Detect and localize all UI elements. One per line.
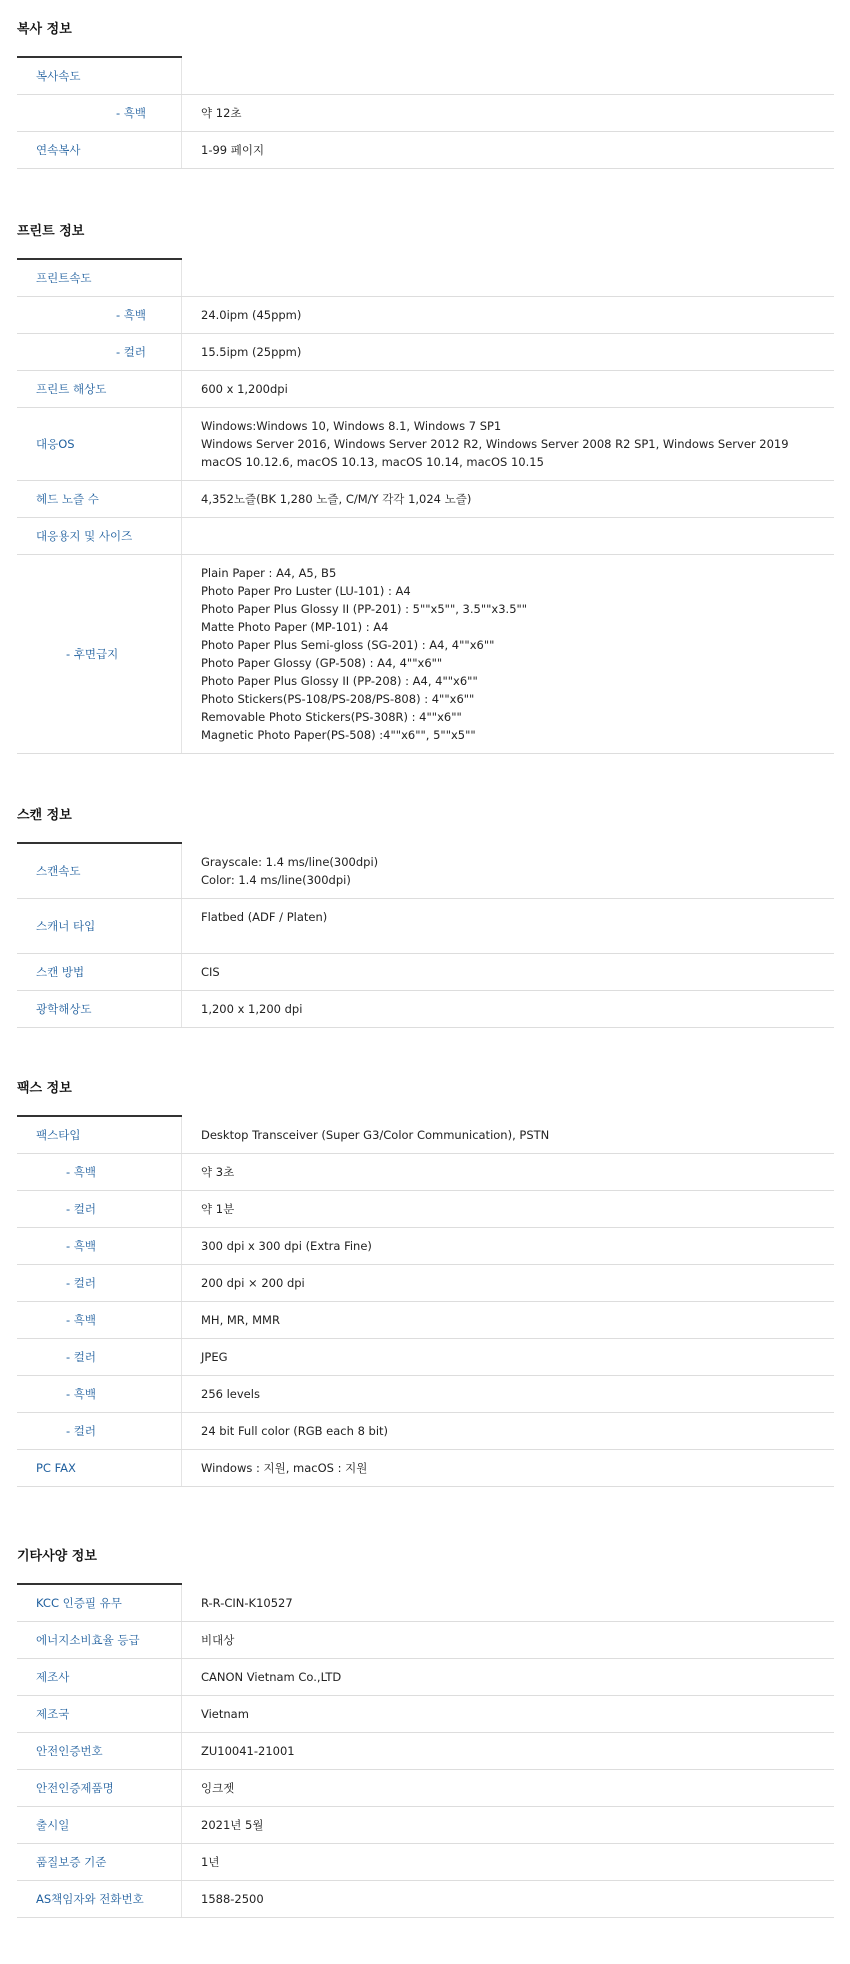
row-label: - 흑백 xyxy=(66,1387,97,1401)
value-line: JPEG xyxy=(201,1350,228,1364)
column-divider xyxy=(181,844,182,898)
row-label: - 후면급지 xyxy=(66,647,119,661)
column-divider xyxy=(181,1622,182,1658)
column-divider xyxy=(181,555,182,753)
row-value xyxy=(201,1191,826,1227)
row-value xyxy=(201,1733,826,1769)
column-divider xyxy=(181,1733,182,1769)
column-divider xyxy=(181,1228,182,1264)
row-label: 안전인증번호 xyxy=(36,1744,103,1758)
column-divider xyxy=(181,481,182,517)
column-divider xyxy=(181,1659,182,1695)
row-label: - 컬러 xyxy=(66,1276,97,1290)
table-row xyxy=(17,408,834,481)
value-line: Grayscale: 1.4 ms/line(300dpi) xyxy=(201,855,379,869)
row-value xyxy=(201,1117,826,1153)
section-title: 복사 정보 xyxy=(17,22,72,37)
column-divider xyxy=(181,518,182,554)
column-divider xyxy=(181,1450,182,1486)
value-line: Plain Paper : A4, A5, B5 xyxy=(201,566,337,580)
table-row xyxy=(17,954,834,991)
value-line: 256 levels xyxy=(201,1387,260,1401)
value-line: ZU10041-21001 xyxy=(201,1744,295,1758)
row-label: KCC 인증필 유무 xyxy=(36,1596,122,1610)
row-value xyxy=(201,1376,826,1412)
row-value xyxy=(201,132,826,168)
row-label: - 흑백 xyxy=(66,1165,97,1179)
row-label: 프린트 해상도 xyxy=(36,382,107,396)
value-line: 1588-2500 xyxy=(201,1892,264,1906)
value-line: 24.0ipm (45ppm) xyxy=(201,308,302,322)
row-value xyxy=(201,334,826,370)
column-divider xyxy=(181,954,182,990)
value-line: Photo Paper Plus Glossy II (PP-201) : 5""x5"", 3.5""x3.5"" xyxy=(201,602,528,616)
value-line: 약 3초 xyxy=(201,1165,235,1179)
value-line: Photo Paper Pro Luster (LU-101) : A4 xyxy=(201,584,411,598)
value-line: 약 12초 xyxy=(201,106,242,120)
row-value xyxy=(201,58,826,94)
row-value xyxy=(201,1302,826,1338)
value-line: Vietnam xyxy=(201,1707,249,1721)
row-value xyxy=(201,1228,826,1264)
row-label: 안전인증제품명 xyxy=(36,1781,114,1795)
row-value xyxy=(201,1770,826,1806)
table-row xyxy=(17,1733,834,1770)
table-row xyxy=(17,1450,834,1487)
row-value xyxy=(201,1881,826,1917)
table-row xyxy=(17,1117,834,1154)
row-label: 스캔속도 xyxy=(36,864,81,878)
table-row xyxy=(17,1302,834,1339)
row-value xyxy=(201,954,826,990)
column-divider xyxy=(181,132,182,168)
table-row xyxy=(17,95,834,132)
table-row xyxy=(17,132,834,169)
value-line: Windows Server 2016, Windows Server 2012 R2, Windows Server 2008 R2 SP1, Windows Server 2019 xyxy=(201,437,789,451)
table-row xyxy=(17,1585,834,1622)
column-divider xyxy=(181,1302,182,1338)
value-line: 300 dpi x 300 dpi (Extra Fine) xyxy=(201,1239,372,1253)
row-value xyxy=(201,1622,826,1658)
value-line: 1-99 페이지 xyxy=(201,143,265,157)
row-label: 출시일 xyxy=(36,1818,70,1832)
value-line: Photo Paper Plus Glossy II (PP-208) : A4, 4""x6"" xyxy=(201,674,478,688)
table-row xyxy=(17,1228,834,1265)
row-label: 복사속도 xyxy=(36,69,81,83)
column-divider xyxy=(181,297,182,333)
table-row xyxy=(17,1376,834,1413)
row-value xyxy=(201,1844,826,1880)
column-divider xyxy=(181,1413,182,1449)
row-label: - 컬러 xyxy=(66,1202,97,1216)
row-value xyxy=(201,260,826,296)
value-line: 15.5ipm (25ppm) xyxy=(201,345,302,359)
value-line: Photo Stickers(PS-108/PS-208/PS-808) : 4""x6"" xyxy=(201,692,475,706)
table-row xyxy=(17,899,834,954)
value-line: Flatbed (ADF / Platen) xyxy=(201,910,328,924)
column-divider xyxy=(181,1376,182,1412)
row-label: PC FAX xyxy=(36,1461,76,1475)
table-row xyxy=(17,555,834,754)
table-row xyxy=(17,1622,834,1659)
table-row xyxy=(17,844,834,899)
value-line: 2021년 5월 xyxy=(201,1818,264,1832)
row-label: 헤드 노즐 수 xyxy=(36,492,99,506)
table-row xyxy=(17,1154,834,1191)
column-divider xyxy=(181,1339,182,1375)
column-divider xyxy=(181,1191,182,1227)
row-label: 제조국 xyxy=(36,1707,70,1721)
value-line: 잉크젯 xyxy=(201,1781,235,1795)
value-line: macOS 10.12.6, macOS 10.13, macOS 10.14, macOS 10.15 xyxy=(201,455,544,469)
row-value xyxy=(201,1585,826,1621)
row-label: - 흑백 xyxy=(66,1313,97,1327)
row-label: 스캐너 타입 xyxy=(36,919,96,933)
table-row xyxy=(17,991,834,1028)
row-label: 광학해상도 xyxy=(36,1002,92,1016)
value-line: 비대상 xyxy=(201,1633,235,1647)
table-row xyxy=(17,1844,834,1881)
value-line: R-R-CIN-K10527 xyxy=(201,1596,293,1610)
row-label: 프린트속도 xyxy=(36,271,92,285)
section-title: 스캔 정보 xyxy=(17,808,72,823)
value-line: Matte Photo Paper (MP-101) : A4 xyxy=(201,620,389,634)
column-divider xyxy=(181,899,182,953)
row-label: 제조사 xyxy=(36,1670,70,1684)
column-divider xyxy=(181,1770,182,1806)
value-line: 1,200 x 1,200 dpi xyxy=(201,1002,303,1016)
column-divider xyxy=(181,1881,182,1917)
row-label: 대응OS xyxy=(36,437,75,451)
table-row xyxy=(17,1191,834,1228)
row-label: 연속복사 xyxy=(36,143,81,157)
row-value xyxy=(201,518,826,554)
column-divider xyxy=(181,371,182,407)
row-value xyxy=(201,1339,826,1375)
value-line: CANON Vietnam Co.,LTD xyxy=(201,1670,342,1684)
row-label: - 흑백 xyxy=(116,106,147,120)
row-label: AS책임자와 전화번호 xyxy=(36,1892,144,1906)
column-divider xyxy=(181,334,182,370)
row-label: 대응용지 및 사이즈 xyxy=(36,529,133,543)
row-label: - 흑백 xyxy=(66,1239,97,1253)
column-divider xyxy=(181,260,182,296)
value-line: MH, MR, MMR xyxy=(201,1313,280,1327)
value-line: 600 x 1,200dpi xyxy=(201,382,288,396)
row-value xyxy=(201,1413,826,1449)
row-label: 품질보증 기준 xyxy=(36,1855,107,1869)
value-line: Windows : 지원, macOS : 지원 xyxy=(201,1461,368,1475)
table-row xyxy=(17,58,834,95)
row-value xyxy=(201,1265,826,1301)
column-divider xyxy=(181,1696,182,1732)
column-divider xyxy=(181,95,182,131)
table-row xyxy=(17,481,834,518)
table-row xyxy=(17,1339,834,1376)
value-line: Magnetic Photo Paper(PS-508) :4""x6"", 5""x5"" xyxy=(201,728,476,742)
column-divider xyxy=(181,1844,182,1880)
row-value xyxy=(201,297,826,333)
row-value xyxy=(201,95,826,131)
table-row xyxy=(17,1413,834,1450)
table-row xyxy=(17,1659,834,1696)
value-line: Removable Photo Stickers(PS-308R) : 4""x6"" xyxy=(201,710,462,724)
section-title: 프린트 정보 xyxy=(17,224,85,239)
value-line: 1년 xyxy=(201,1855,220,1869)
column-divider xyxy=(181,408,182,480)
row-label: - 컬러 xyxy=(116,345,147,359)
row-value xyxy=(201,1696,826,1732)
table-row xyxy=(17,371,834,408)
section-title: 팩스 정보 xyxy=(17,1081,72,1096)
column-divider xyxy=(181,1154,182,1190)
table-row xyxy=(17,1696,834,1733)
table-row xyxy=(17,1881,834,1918)
row-value xyxy=(201,1807,826,1843)
row-label: 에너지소비효율 등급 xyxy=(36,1633,140,1647)
column-divider xyxy=(181,1585,182,1621)
value-line: CIS xyxy=(201,965,220,979)
table-row xyxy=(17,334,834,371)
row-label: - 컬러 xyxy=(66,1350,97,1364)
value-line: Color: 1.4 ms/line(300dpi) xyxy=(201,873,351,887)
row-value xyxy=(201,371,826,407)
row-value xyxy=(201,844,826,898)
column-divider xyxy=(181,1265,182,1301)
column-divider xyxy=(181,58,182,94)
column-divider xyxy=(181,1117,182,1153)
table-row xyxy=(17,1770,834,1807)
value-line: 약 1분 xyxy=(201,1202,235,1216)
row-value xyxy=(201,408,826,480)
table-row xyxy=(17,1265,834,1302)
row-label: 팩스타입 xyxy=(36,1128,81,1142)
table-row xyxy=(17,297,834,334)
row-label: - 흑백 xyxy=(116,308,147,322)
row-value xyxy=(201,555,826,753)
table-row xyxy=(17,1807,834,1844)
row-value xyxy=(201,481,826,517)
row-label: 스캔 방법 xyxy=(36,965,85,979)
section-title: 기타사양 정보 xyxy=(17,1549,97,1564)
row-value xyxy=(201,1659,826,1695)
value-line: Photo Paper Plus Semi-gloss (SG-201) : A4, 4""x6"" xyxy=(201,638,495,652)
row-value xyxy=(201,1154,826,1190)
value-line: 24 bit Full color (RGB each 8 bit) xyxy=(201,1424,389,1438)
row-value xyxy=(201,991,826,1027)
column-divider xyxy=(181,991,182,1027)
row-value xyxy=(201,899,826,953)
row-value xyxy=(201,1450,826,1486)
value-line: Desktop Transceiver (Super G3/Color Communication), PSTN xyxy=(201,1128,550,1142)
table-row xyxy=(17,518,834,555)
value-line: Windows:Windows 10, Windows 8.1, Windows 7 SP1 xyxy=(201,419,502,433)
column-divider xyxy=(181,1807,182,1843)
table-row xyxy=(17,260,834,297)
value-line: 4,352노즐(BK 1,280 노즐, C/M/Y 각각 1,024 노즐) xyxy=(201,492,472,506)
row-label: - 컬러 xyxy=(66,1424,97,1438)
value-line: 200 dpi × 200 dpi xyxy=(201,1276,305,1290)
value-line: Photo Paper Glossy (GP-508) : A4, 4""x6"" xyxy=(201,656,443,670)
